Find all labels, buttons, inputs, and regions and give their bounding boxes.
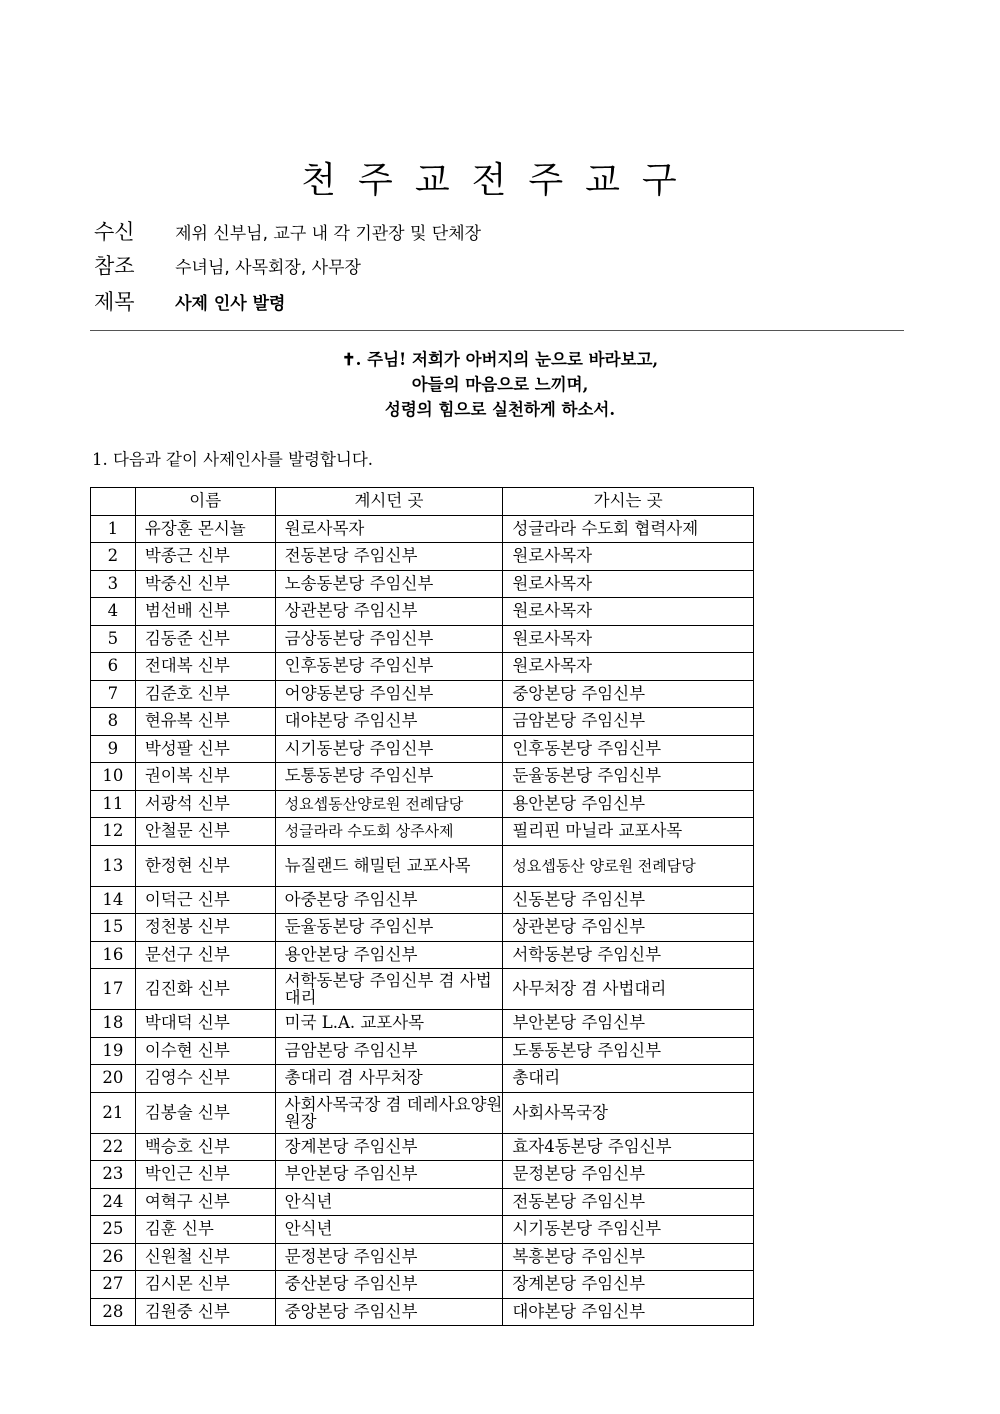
row-number: 16 (91, 941, 136, 969)
row-number: 5 (91, 625, 136, 653)
row-number: 7 (91, 680, 136, 708)
recipient-row (94, 216, 481, 246)
row-to: 원로사목자 (503, 570, 754, 598)
row-to: 시기동본당 주임신부 (503, 1216, 754, 1244)
row-number: 3 (91, 570, 136, 598)
table-row (91, 914, 754, 942)
row-number: 11 (91, 790, 136, 818)
row-name: 김시몬 신부 (135, 1271, 275, 1299)
table-header-row (91, 488, 754, 516)
row-from: 성요셉동산양로원 전례담당 (275, 790, 503, 818)
subject-row (94, 286, 285, 316)
table-row (91, 708, 754, 736)
row-to: 용안본당 주임신부 (503, 790, 754, 818)
table-row (91, 1216, 754, 1244)
row-to: 원로사목자 (503, 598, 754, 626)
prayer-line-1: ✝. 주님! 저희가 아버지의 눈으로 바라보고, (341, 350, 659, 369)
col-header-from: 계시던 곳 (275, 488, 503, 516)
row-name: 박성팔 신부 (135, 735, 275, 763)
table-row (91, 790, 754, 818)
row-number: 17 (91, 969, 136, 1010)
row-name: 한정현 신부 (135, 845, 275, 886)
row-name: 유장훈 몬시뇰 (135, 515, 275, 543)
document-title: 천주교전주교구 (301, 160, 699, 201)
table-row (91, 1271, 754, 1299)
table-row (91, 515, 754, 543)
row-to: 문정본당 주임신부 (503, 1161, 754, 1189)
row-from: 도통동본당 주임신부 (275, 763, 503, 791)
row-name: 김영수 신부 (135, 1065, 275, 1093)
row-from: 뉴질랜드 해밀턴 교포사목 (275, 845, 503, 886)
subject-label: 제목 (94, 290, 135, 314)
row-number: 18 (91, 1010, 136, 1038)
row-from: 부안본당 주임신부 (275, 1161, 503, 1189)
row-number: 23 (91, 1161, 136, 1189)
table-row (91, 886, 754, 914)
row-from: 성글라라 수도회 상주사제 (275, 818, 503, 846)
row-number: 25 (91, 1216, 136, 1244)
table-row (91, 1133, 754, 1161)
row-from: 총대리 겸 사무처장 (275, 1065, 503, 1093)
table-row (91, 625, 754, 653)
row-name: 김준호 신부 (135, 680, 275, 708)
row-from: 안식년 (275, 1188, 503, 1216)
row-name: 여혁구 신부 (135, 1188, 275, 1216)
recipient-value: 제위 신부님, 교구 내 각 기관장 및 단체장 (175, 224, 482, 244)
row-to: 상관본당 주임신부 (503, 914, 754, 942)
row-to: 부안본당 주임신부 (503, 1010, 754, 1038)
row-to: 신동본당 주임신부 (503, 886, 754, 914)
row-number: 20 (91, 1065, 136, 1093)
row-from: 금암본당 주임신부 (275, 1037, 503, 1065)
row-number: 8 (91, 708, 136, 736)
row-number: 24 (91, 1188, 136, 1216)
row-to: 둔율동본당 주임신부 (503, 763, 754, 791)
row-name: 서광석 신부 (135, 790, 275, 818)
row-from: 어양동본당 주임신부 (275, 680, 503, 708)
row-from: 상관본당 주임신부 (275, 598, 503, 626)
row-to: 대야본당 주임신부 (503, 1298, 754, 1326)
row-to: 원로사목자 (503, 625, 754, 653)
row-name: 문선구 신부 (135, 941, 275, 969)
intro-text: 1. 다음과 같이 사제인사를 발령합니다. (92, 450, 374, 469)
row-name: 박대덕 신부 (135, 1010, 275, 1038)
row-number: 12 (91, 818, 136, 846)
row-to: 원로사목자 (503, 653, 754, 681)
table-row (91, 1243, 754, 1271)
row-from: 시기동본당 주임신부 (275, 735, 503, 763)
row-name: 박인근 신부 (135, 1161, 275, 1189)
reference-value: 수녀님, 사목회장, 사무장 (175, 258, 361, 278)
prayer-line-3: 성령의 힘으로 실천하게 하소서. (384, 400, 616, 419)
row-number: 26 (91, 1243, 136, 1271)
row-from: 미국 L.A. 교포사목 (275, 1010, 503, 1038)
row-name: 권이복 신부 (135, 763, 275, 791)
row-name: 김원중 신부 (135, 1298, 275, 1326)
row-to: 중앙본당 주임신부 (503, 680, 754, 708)
row-name: 정천봉 신부 (135, 914, 275, 942)
table-row (91, 735, 754, 763)
table-row (91, 680, 754, 708)
row-to: 효자4동본당 주임신부 (503, 1133, 754, 1161)
col-header-to: 가시는 곳 (503, 488, 754, 516)
row-to: 총대리 (503, 1065, 754, 1093)
row-from: 둔율동본당 주임신부 (275, 914, 503, 942)
table-row (91, 969, 754, 1010)
table-row (91, 1037, 754, 1065)
table-row (91, 1188, 754, 1216)
table-row (91, 1092, 754, 1133)
prayer-line-2: 아들의 마음으로 느끼며, (411, 375, 589, 394)
row-number: 27 (91, 1271, 136, 1299)
prayer-block (0, 347, 1000, 422)
table-row (91, 763, 754, 791)
row-name: 김동준 신부 (135, 625, 275, 653)
row-from: 노송동본당 주임신부 (275, 570, 503, 598)
row-name: 신원철 신부 (135, 1243, 275, 1271)
table-row (91, 653, 754, 681)
row-from: 중산본당 주임신부 (275, 1271, 503, 1299)
row-from: 원로사목자 (275, 515, 503, 543)
table-row (91, 1065, 754, 1093)
row-to: 장계본당 주임신부 (503, 1271, 754, 1299)
row-from: 금상동본당 주임신부 (275, 625, 503, 653)
table-row (91, 1298, 754, 1326)
row-from: 인후동본당 주임신부 (275, 653, 503, 681)
table-row (91, 1161, 754, 1189)
col-header-no (91, 488, 136, 516)
row-from: 전동본당 주임신부 (275, 543, 503, 571)
row-to: 도통동본당 주임신부 (503, 1037, 754, 1065)
recipient-label: 수신 (94, 220, 135, 244)
row-to: 필리핀 마닐라 교포사목 (503, 818, 754, 846)
row-to: 인후동본당 주임신부 (503, 735, 754, 763)
row-number: 22 (91, 1133, 136, 1161)
row-number: 21 (91, 1092, 136, 1133)
row-number: 1 (91, 515, 136, 543)
row-number: 19 (91, 1037, 136, 1065)
row-from: 대야본당 주임신부 (275, 708, 503, 736)
table-row (91, 845, 754, 886)
row-number: 15 (91, 914, 136, 942)
table-row (91, 1010, 754, 1038)
row-name: 안철문 신부 (135, 818, 275, 846)
row-to: 사무처장 겸 사법대리 (503, 969, 754, 1010)
row-name: 범선배 신부 (135, 598, 275, 626)
row-name: 김봉술 신부 (135, 1092, 275, 1133)
header-divider (90, 330, 904, 331)
row-number: 6 (91, 653, 136, 681)
row-to: 원로사목자 (503, 543, 754, 571)
row-to: 성요셉동산 양로원 전례담당 (503, 845, 754, 886)
row-number: 10 (91, 763, 136, 791)
row-from: 중앙본당 주임신부 (275, 1298, 503, 1326)
row-from: 용안본당 주임신부 (275, 941, 503, 969)
table-row (91, 570, 754, 598)
row-number: 28 (91, 1298, 136, 1326)
reference-row (94, 250, 361, 280)
row-number: 9 (91, 735, 136, 763)
row-to: 전동본당 주임신부 (503, 1188, 754, 1216)
row-to: 성글라라 수도회 협력사제 (503, 515, 754, 543)
row-name: 박종근 신부 (135, 543, 275, 571)
table-row (91, 941, 754, 969)
row-to: 금암본당 주임신부 (503, 708, 754, 736)
row-from: 사회사목국장 겸 데레사요양원 원장 (275, 1092, 503, 1133)
row-name: 박중신 신부 (135, 570, 275, 598)
row-name: 현유복 신부 (135, 708, 275, 736)
row-name: 백승호 신부 (135, 1133, 275, 1161)
table-row (91, 818, 754, 846)
row-number: 2 (91, 543, 136, 571)
row-from: 아중본당 주임신부 (275, 886, 503, 914)
table-row (91, 543, 754, 571)
personnel-table (90, 487, 754, 1326)
row-name: 이수현 신부 (135, 1037, 275, 1065)
row-name: 이덕근 신부 (135, 886, 275, 914)
subject-value: 사제 인사 발령 (175, 294, 286, 314)
table-row (91, 598, 754, 626)
row-name: 전대복 신부 (135, 653, 275, 681)
row-from: 안식년 (275, 1216, 503, 1244)
row-to: 서학동본당 주임신부 (503, 941, 754, 969)
row-from: 문정본당 주임신부 (275, 1243, 503, 1271)
row-number: 14 (91, 886, 136, 914)
row-name: 김진화 신부 (135, 969, 275, 1010)
col-header-name: 이름 (135, 488, 275, 516)
row-from: 서학동본당 주임신부 겸 사법대리 (275, 969, 503, 1010)
row-number: 4 (91, 598, 136, 626)
row-to: 사회사목국장 (503, 1092, 754, 1133)
row-to: 복흥본당 주임신부 (503, 1243, 754, 1271)
row-name: 김훈 신부 (135, 1216, 275, 1244)
row-from: 장계본당 주임신부 (275, 1133, 503, 1161)
row-number: 13 (91, 845, 136, 886)
reference-label: 참조 (94, 254, 135, 278)
